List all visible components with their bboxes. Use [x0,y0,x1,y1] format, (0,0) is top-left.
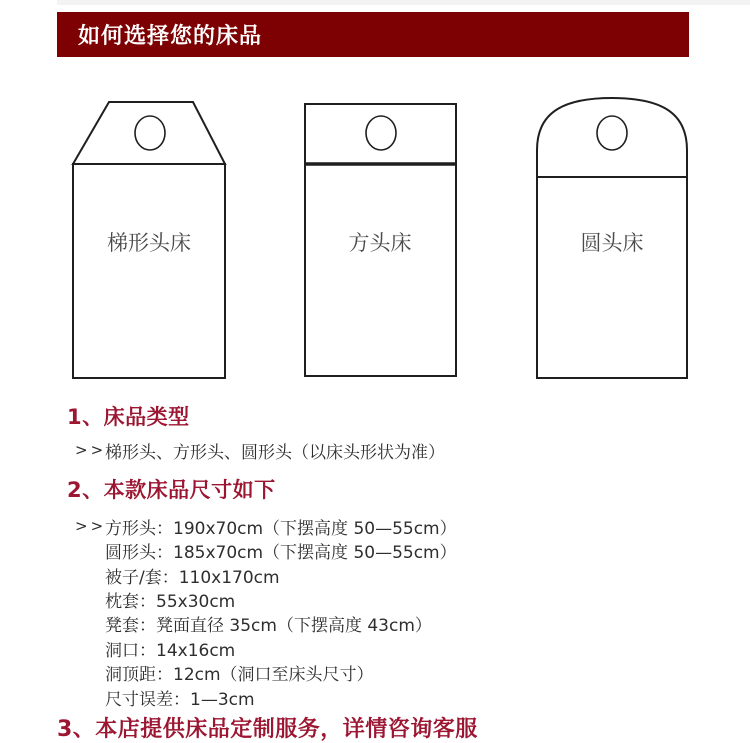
bed-type-row [0,438,750,462]
bed-body-shape [537,177,687,378]
spec-text: 枕套：55x30cm [105,591,236,612]
spec-text: 凳套：凳面直径 35cm（下摆高度 43cm） [105,615,432,636]
bed-label: 方头床 [348,231,412,255]
bed-label: 梯形头床 [107,231,191,255]
spec-item [0,660,750,684]
spec-item [0,538,750,562]
spec-text: 洞顶距：12cm（洞口至床头尺寸） [105,664,374,685]
spec-item [0,563,750,587]
spec-text: 被子/套：110x170cm [105,567,280,588]
square-head-bed [305,104,456,376]
spec-item [0,587,750,611]
section-1-heading: 1、床品类型 [67,405,190,429]
headboard-hole-icon [135,116,165,150]
spec-text: 方形头：190x70cm（下摆高度 50—55cm） [105,518,457,539]
list-marker: >> [75,517,107,535]
spec-item [0,514,750,538]
bed-type-text: 梯形头、方形头、圆形头（以床头形状为准） [105,442,445,463]
bed-label: 圆头床 [580,231,644,255]
spec-text: 尺寸误差：1—3cm [105,689,255,710]
round-head-bed [537,98,687,378]
spec-text: 洞口：14x16cm [105,640,236,661]
headboard-hole-icon [597,116,627,150]
spec-item [0,611,750,635]
section-3-heading: 3、本店提供床品定制服务，详情咨询客服 [57,717,478,742]
section-2-heading: 2、本款床品尺寸如下 [67,478,276,502]
bed-body-shape [73,164,225,378]
headboard-hole-icon [366,116,396,150]
list-marker: >> [75,441,107,459]
trapezoid-head-bed [73,102,225,378]
spec-item [0,636,750,660]
spec-text: 圆形头：185x70cm（下摆高度 50—55cm） [105,542,457,563]
spec-item [0,685,750,709]
banner-title: 如何选择您的床品 [78,24,263,49]
